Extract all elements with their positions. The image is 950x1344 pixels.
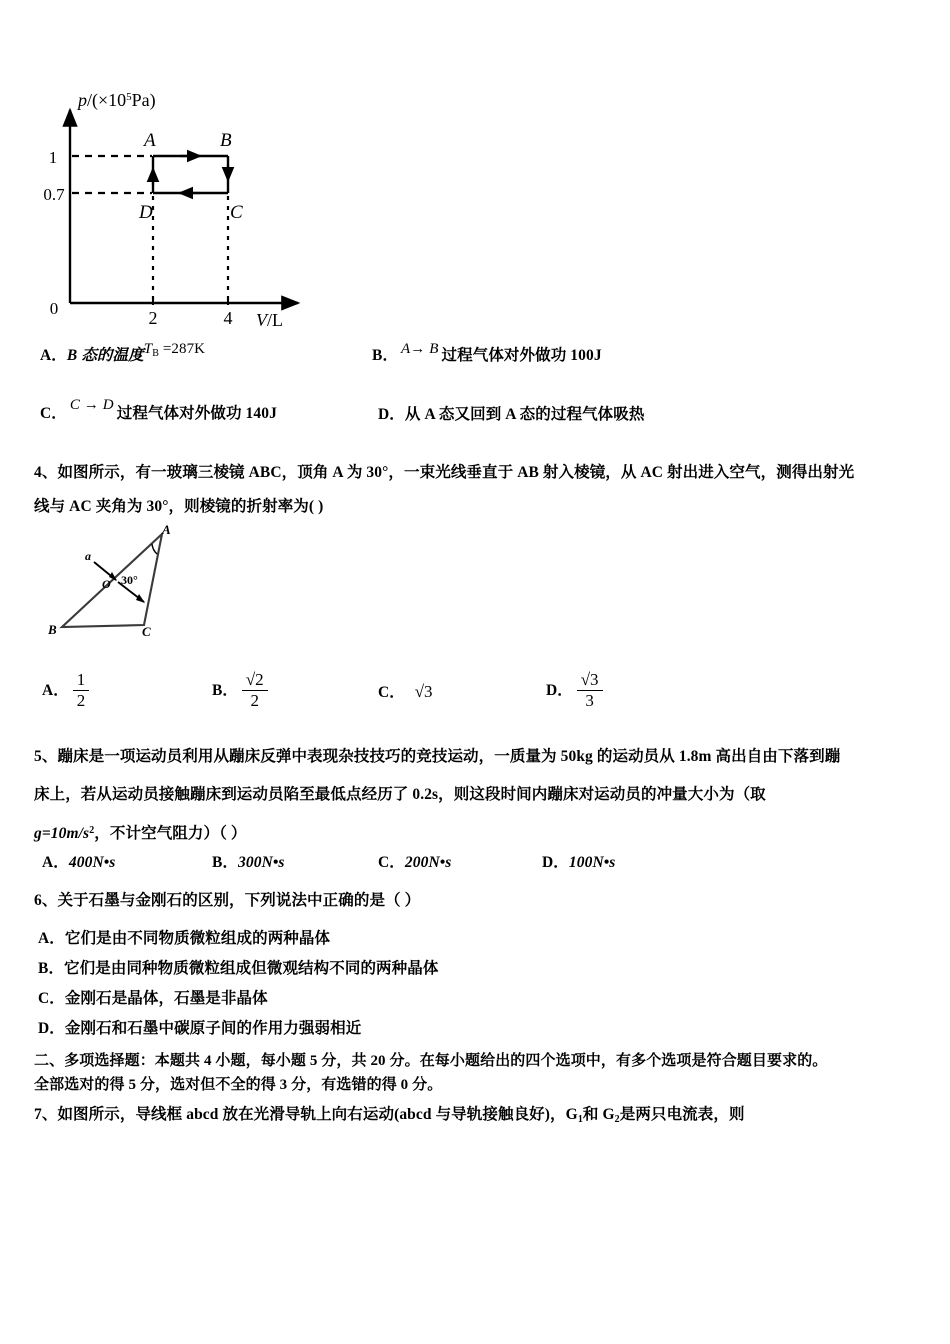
q4-option-c-value: √3 xyxy=(414,682,433,701)
q4-stem-line1: 4、如图所示，有一玻璃三棱镜 ABC，顶角 A 为 30°，一束光线垂直于 AB 射入棱镜，从 AC 射出进入空气，测得出射光 xyxy=(34,464,855,481)
pv-xtick-label-2: 2 xyxy=(148,308,158,328)
q6-stem: 6、关于石墨与金刚石的区别，下列说法中正确的是（ ） xyxy=(34,892,421,909)
q6-option-c[interactable] xyxy=(38,982,268,1016)
q3-option-c-text: 过程气体对外做功 140J xyxy=(116,405,277,422)
q6-option-a[interactable] xyxy=(38,922,330,956)
q5-option-c-text: 200N•s xyxy=(404,854,452,871)
q3-option-b-text: 过程气体对外做功 100J xyxy=(441,347,602,364)
q4-option-d-numerator: √3 xyxy=(577,671,603,691)
q5-gravity-exponent: 2 xyxy=(89,825,95,836)
q4-option-b-denominator: 2 xyxy=(250,690,260,710)
q3-option-b-label: B． xyxy=(372,347,399,364)
q6-option-d-text: 金刚石和石墨中碳原子间的作用力强弱相近 xyxy=(64,1020,362,1037)
q5-option-a-label: A． xyxy=(42,854,69,871)
q7-stem xyxy=(34,1098,745,1137)
q4-option-b-numerator: √2 xyxy=(242,671,268,691)
q3-option-d-text: 从 A 态又回到 A 态的过程气体吸热 xyxy=(404,406,645,423)
pv-ytick-label-1: 1 xyxy=(48,148,58,167)
pv-ytick-label-07: 0.7 xyxy=(43,185,65,204)
q5-option-d[interactable] xyxy=(542,846,615,880)
q3-option-c[interactable] xyxy=(40,388,277,431)
q5-line3-tail: ，不计空气阻力）（ ） xyxy=(94,825,247,842)
q4-option-a-label: A． xyxy=(42,682,69,700)
prism-label-O: O xyxy=(102,577,111,591)
q4-option-d[interactable] xyxy=(546,672,603,711)
q7-stem-mid: 和 G xyxy=(582,1106,615,1123)
q5-option-d-text: 100N•s xyxy=(568,854,616,871)
pv-y-axis-title: $p/(\times 10^5Pa)$ xyxy=(78,90,156,110)
q7-stem-post: 是两只电流表，则 xyxy=(619,1106,745,1123)
pv-xtick-label-4: 4 xyxy=(223,308,233,328)
q3-option-c-label: C． xyxy=(40,405,67,422)
q5-option-c-label: C． xyxy=(378,854,405,871)
q6-option-b-label: B． xyxy=(38,960,65,977)
q7-subscript-2: 2 xyxy=(614,1114,620,1125)
section2-line1: 二、多项选择题：本题共 4 小题，每小题 5 分，共 20 分。在每小题给出的四个选项中，有多个选项是符合题目要求的。 xyxy=(34,1053,828,1069)
prism-label-C: C xyxy=(142,624,151,639)
q4-option-d-denominator: 3 xyxy=(585,690,594,710)
q3-option-a-label: A． xyxy=(40,347,67,364)
q5-stem-line1: 5、蹦床是一项运动员利用从蹦床反弹中表现杂技技巧的竞技运动，一质量为 50kg 的运动员从 1.8m 高出自由下落到蹦 xyxy=(34,748,841,765)
q4-option-c[interactable] xyxy=(378,680,433,702)
pv-label-B: B xyxy=(220,130,232,151)
pv-label-C: C xyxy=(230,202,243,223)
section2-line2: 全部选对的得 5 分，选对但不全的得 3 分，有选错的得 0 分。 xyxy=(34,1077,443,1093)
q3-option-a-text: B 态的温度 xyxy=(66,347,144,364)
q6-option-a-label: A． xyxy=(38,930,65,947)
q5-option-d-label: D． xyxy=(542,854,569,871)
q4-stem-line2: 线与 AC 夹角为 30°，则棱镜的折射率为( ) xyxy=(34,498,324,515)
q3-option-d[interactable] xyxy=(378,398,644,432)
q4-option-b-label: B． xyxy=(212,682,238,700)
q6-option-b[interactable] xyxy=(38,952,438,986)
q4-option-c-label: C． xyxy=(378,684,405,701)
q4-option-a[interactable] xyxy=(42,672,89,711)
q5-option-a-text: 400N•s xyxy=(68,854,116,871)
prism-diagram-figure xyxy=(44,522,177,640)
q6-option-d-label: D． xyxy=(38,1020,65,1037)
pv-label-D: D xyxy=(139,202,153,223)
q5-stem-line2: 床上，若从运动员接触蹦床到运动员陷至最低点经历了 0.2s，则这段时间内蹦床对运动员的冲量大小为（取 xyxy=(34,786,766,803)
q4-option-a-numerator: 1 xyxy=(73,671,90,691)
q3-option-d-label: D． xyxy=(378,406,405,423)
pv-diagram-svg xyxy=(40,68,370,330)
q3-option-b[interactable] xyxy=(372,332,602,373)
q6-option-c-label: C． xyxy=(38,990,65,1007)
prism-label-B: B xyxy=(48,622,57,637)
q4-option-a-fraction xyxy=(73,671,90,710)
pv-label-A: A xyxy=(144,130,156,151)
q4-option-d-label: D． xyxy=(546,682,573,700)
q6-option-d[interactable] xyxy=(38,1012,361,1046)
prism-label-angle: 30° xyxy=(121,573,138,587)
q3-option-c-formula: C → D xyxy=(69,397,114,413)
q3-option-a[interactable] xyxy=(40,332,205,373)
q4-option-a-denominator: 2 xyxy=(76,690,86,710)
prism-diagram-svg xyxy=(44,522,177,640)
q6-option-c-text: 金刚石是晶体，石墨是非晶体 xyxy=(64,990,268,1007)
pv-diagram-figure xyxy=(40,68,370,330)
pv-x-axis-title: V/L xyxy=(256,310,283,330)
q4-option-d-fraction xyxy=(577,671,603,710)
prism-label-A: A xyxy=(162,522,171,537)
q5-option-b[interactable] xyxy=(212,846,285,880)
q5-option-a[interactable] xyxy=(42,846,115,880)
q5-option-c[interactable] xyxy=(378,846,451,880)
q4-option-b[interactable] xyxy=(212,672,268,711)
q5-option-b-text: 300N•s xyxy=(238,854,285,871)
q7-stem-pre: 7、如图所示，导线框 abcd 放在光滑导轨上向右运动(abcd 与导轨接触良好)，G xyxy=(34,1106,578,1123)
q6-option-b-text: 它们是由同种物质微粒组成但微观结构不同的两种晶体 xyxy=(64,960,439,977)
q5-option-b-label: B． xyxy=(212,854,239,871)
prism-label-ray-a: a xyxy=(85,549,91,563)
q3-option-b-formula: A→ B xyxy=(401,341,439,357)
q7-subscript-1: 1 xyxy=(577,1114,583,1125)
q3-option-a-formula: $T_B =287K$ xyxy=(143,341,206,359)
pv-origin-label: 0 xyxy=(49,299,59,318)
q5-gravity-symbol: g=10m/s xyxy=(34,825,90,842)
q4-option-b-fraction xyxy=(242,671,268,710)
q6-option-a-text: 它们是由不同物质微粒组成的两种晶体 xyxy=(64,930,331,947)
